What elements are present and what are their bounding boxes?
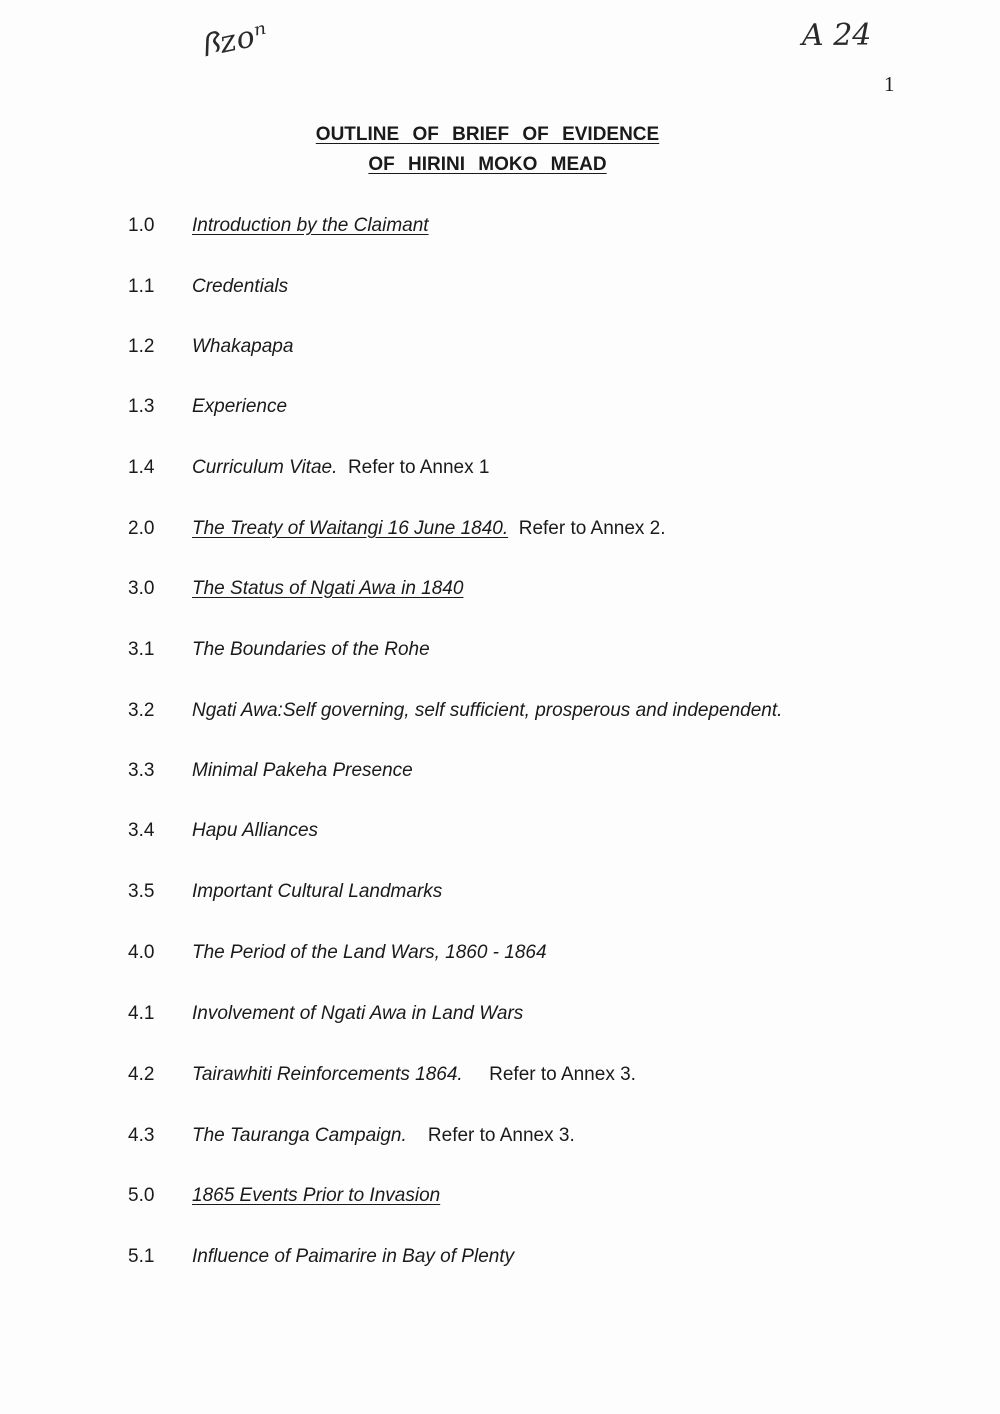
document-title-line-1: OUTLINE OF BRIEF OF EVIDENCE [315, 124, 660, 145]
item-heading: Hapu Alliances [192, 820, 319, 841]
item-number: 4.0 [128, 942, 155, 963]
document-title-line-2: OF HIRINI MOKO MEAD [368, 154, 607, 175]
item-number: 4.1 [128, 1003, 155, 1024]
item-number: 1.1 [128, 276, 155, 297]
item-number: 4.3 [128, 1125, 155, 1146]
item-heading: Minimal Pakeha Presence [192, 760, 413, 781]
item-heading: Credentials [192, 276, 289, 297]
item-heading: The Status of Ngati Awa in 1840 [192, 578, 464, 599]
item-number: 3.3 [128, 760, 155, 781]
item-heading: Ngati Awa:Self governing, self sufficient, prosperous and independent. [192, 700, 783, 721]
item-number: 2.0 [128, 518, 155, 539]
item-number: 3.2 [128, 700, 155, 721]
handwritten-signature: ꟗᴢᴏⁿ [197, 16, 272, 65]
item-number: 3.4 [128, 820, 155, 841]
item-heading: Introduction by the Claimant [192, 215, 429, 236]
item-number: 4.2 [128, 1064, 155, 1085]
item-heading: The Boundaries of the Rohe [192, 639, 430, 660]
item-number: 1.0 [128, 215, 155, 236]
annex-reference: Refer to Annex 1 [347, 457, 490, 478]
item-heading: Influence of Paimarire in Bay of Plenty [192, 1246, 515, 1267]
item-number: 1.3 [128, 396, 155, 417]
item-number: 5.0 [128, 1185, 155, 1206]
handwritten-reference: A 24 [802, 18, 872, 53]
item-heading: The Period of the Land Wars, 1860 - 1864 [192, 942, 547, 963]
annex-reference: Refer to Annex 2. [518, 518, 666, 539]
item-heading: The Tauranga Campaign. [192, 1125, 407, 1146]
item-heading: Involvement of Ngati Awa in Land Wars [192, 1003, 524, 1024]
item-heading: Curriculum Vitae. [192, 457, 338, 478]
item-heading: Tairawhiti Reinforcements 1864. [192, 1064, 463, 1085]
item-number: 3.1 [128, 639, 155, 660]
annex-reference: Refer to Annex 3. [489, 1064, 636, 1085]
item-number: 5.1 [128, 1246, 155, 1267]
item-heading: 1865 Events Prior to Invasion [192, 1185, 441, 1206]
page-number: 1 [884, 72, 895, 96]
item-heading: Experience [192, 396, 288, 417]
item-heading: Whakapapa [192, 336, 294, 357]
item-number: 1.4 [128, 457, 155, 478]
item-number: 3.5 [128, 881, 155, 902]
annex-reference: Refer to Annex 3. [427, 1125, 575, 1146]
item-number: 3.0 [128, 578, 155, 599]
item-heading: Important Cultural Landmarks [192, 881, 443, 902]
item-number: 1.2 [128, 336, 155, 357]
item-heading: The Treaty of Waitangi 16 June 1840. [192, 518, 509, 539]
